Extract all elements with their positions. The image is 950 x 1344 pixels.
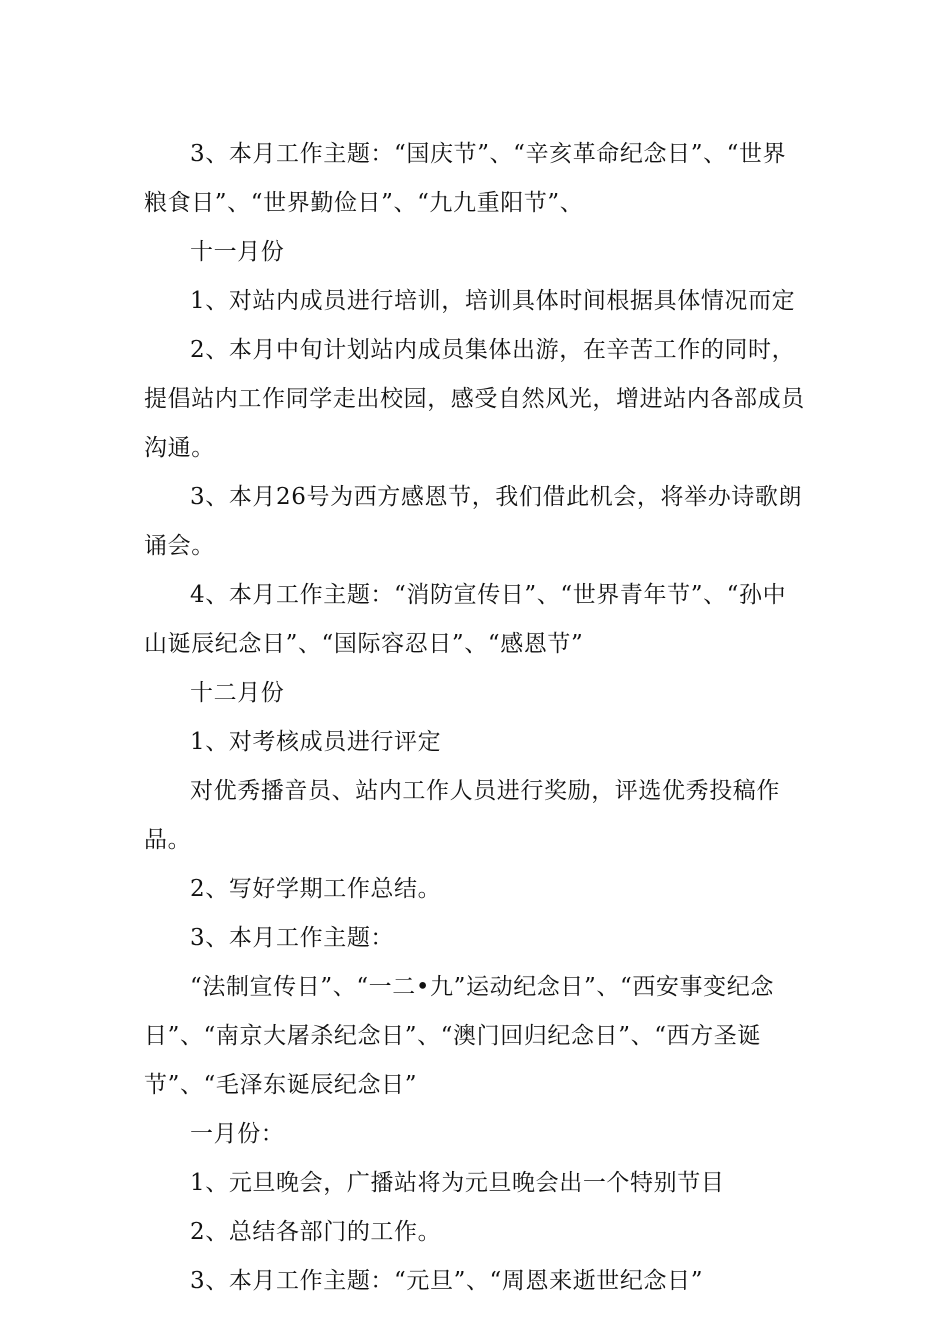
document-body xyxy=(144,130,808,1306)
paragraph-jan-gala: 1、元旦晚会，广播站将为元旦晚会出一个特别节目 xyxy=(190,1170,725,1196)
paragraph-dec-evaluation: 1、对考核成员进行评定 xyxy=(190,729,442,755)
paragraph-jan-theme: 3、本月工作主题：“元旦”、“周恩来逝世纪念日” xyxy=(190,1268,704,1294)
paragraph-dec-rewards: 对优秀播音员、站内工作人员进行奖励，评选优秀投稿作品。 xyxy=(144,778,780,853)
paragraph-nov-theme: 4、本月工作主题：“消防宣传日”、“世界青年节”、“孙中山诞辰纪念日”、“国际容忍日”、“感恩节” xyxy=(144,582,787,657)
heading-january: 一月份： xyxy=(190,1121,285,1147)
paragraph-nov-outing: 2、本月中旬计划站内成员集体出游，在辛苦工作的同时，提倡站内工作同学走出校园，感受自然风光，增进站内各部成员沟通。 xyxy=(144,337,805,461)
paragraph-dec-summary: 2、写好学期工作总结。 xyxy=(190,876,442,902)
paragraph-jan-summary: 2、总结各部门的工作。 xyxy=(190,1219,442,1245)
heading-december: 十二月份 xyxy=(190,680,285,706)
paragraph-nov-training: 1、对站内成员进行培训，培训具体时间根据具体情况而定 xyxy=(190,288,796,314)
paragraph-dec-theme-label: 3、本月工作主题： xyxy=(190,925,395,951)
heading-november: 十一月份 xyxy=(190,239,285,265)
paragraph-dec-theme-list: “法制宣传日”、“一二•九”运动纪念日”、“西安事变纪念日”、“南京大屠杀纪念日”、“澳门回归纪念日”、“西方圣诞节”、“毛泽东诞辰纪念日” xyxy=(144,974,774,1098)
paragraph-oct-theme: 3、本月工作主题：“国庆节”、“辛亥革命纪念日”、“世界粮食日”、“世界勤俭日”、“九九重阳节”、 xyxy=(144,141,787,216)
paragraph-nov-thanksgiving: 3、本月26号为西方感恩节，我们借此机会，将举办诗歌朗诵会。 xyxy=(144,484,803,559)
